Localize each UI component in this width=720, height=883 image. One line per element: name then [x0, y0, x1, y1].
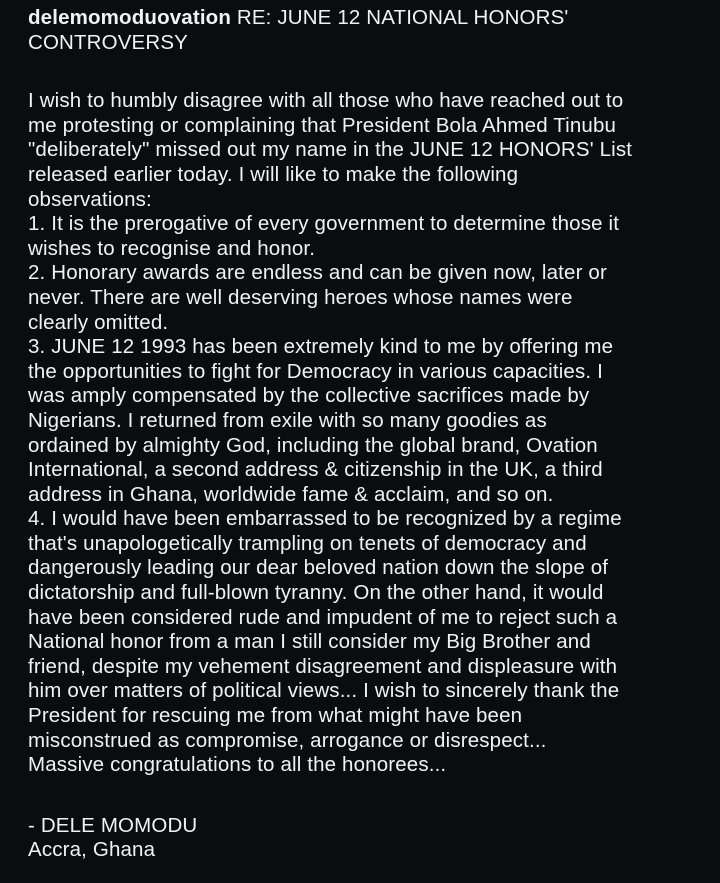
body-line: 4. I would have been embarrassed to be recognized by a regime	[28, 507, 622, 531]
signature-location: Accra, Ghana	[28, 838, 156, 862]
signature-block	[28, 814, 704, 863]
body-line: dictatorship and full-blown tyranny. On the other hand, it would	[28, 581, 604, 605]
body-line: friend, despite my vehement disagreement and displeasure with	[28, 654, 618, 678]
body-line: dangerously leading our dear beloved nation down the slope of	[28, 556, 609, 580]
body-line: 3. JUNE 12 1993 has been extremely kind to me by offering me	[28, 335, 614, 359]
body-line: ordained by almighty God, including the global brand, Ovation	[28, 433, 598, 457]
body-line: Massive congratulations to all the honorees...	[28, 753, 447, 777]
body-line: observations:	[28, 187, 152, 211]
body-line: "deliberately" missed out my name in the JUNE 12 HONORS' List	[28, 138, 633, 162]
body-line: International, a second address & citizenship in the UK, a third	[28, 458, 603, 482]
body-line: President for rescuing me from what might have been	[28, 704, 523, 728]
body-line: Nigerians. I returned from exile with so many goodies as	[28, 408, 547, 432]
username-link[interactable]: delemomoduovation	[28, 6, 232, 29]
body-line: clearly omitted.	[28, 310, 169, 334]
signature-name: - DELE MOMODU	[28, 813, 198, 837]
body-line: that's unapologetically trampling on tenets of democracy and	[28, 531, 587, 555]
body-line: him over matters of political views... I wish to sincerely thank the	[28, 679, 620, 703]
body-line: 2. Honorary awards are endless and can be given now, later or	[28, 261, 607, 285]
body-line: never. There are well deserving heroes whose names were	[28, 285, 573, 309]
post-title-line-1: RE: JUNE 12 NATIONAL HONORS'	[236, 6, 569, 29]
body-line: was amply compensated by the collective sacrifices made by	[28, 384, 590, 408]
body-line: wishes to recognise and honor.	[28, 236, 316, 260]
body-line: I wish to humbly disagree with all those who have reached out to	[28, 89, 624, 113]
body-line: 1. It is the prerogative of every government to determine those it	[28, 212, 620, 236]
header-line-1	[28, 6, 704, 31]
body-line: National honor from a man I still consider my Big Brother and	[28, 630, 591, 654]
post-caption	[28, 6, 704, 863]
body-line: the opportunities to fight for Democracy in various capacities. I	[28, 359, 603, 383]
post-header	[28, 6, 704, 55]
body-line: misconstrued as compromise, arrogance or disrespect...	[28, 728, 547, 752]
post-body	[28, 89, 704, 778]
body-line: address in Ghana, worldwide fame & acclaim, and so on.	[28, 482, 554, 506]
body-line: me protesting or complaining that President Bola Ahmed Tinubu	[28, 113, 617, 137]
post-title-line-2: CONTROVERSY	[28, 30, 188, 54]
body-line: released earlier today. I will like to make the following	[28, 162, 519, 186]
body-line: have been considered rude and impudent of me to reject such a	[28, 605, 618, 629]
